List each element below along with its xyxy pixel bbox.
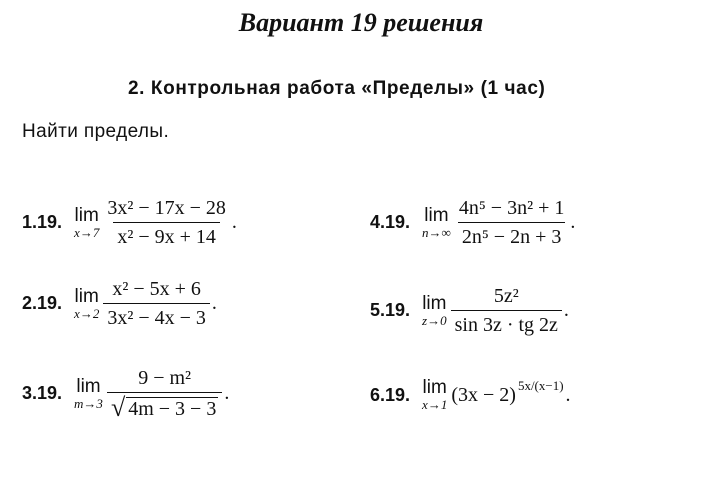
fraction [107,366,222,421]
limit-operator [422,378,447,412]
limit-operator [422,206,451,240]
denominator [107,392,222,421]
problem-5-19 [370,284,569,337]
lim-word: lim [422,377,447,398]
page-title: Вариант 19 решения [238,8,484,37]
limit-operator [74,377,103,411]
fraction [103,196,230,249]
problem-4-19 [370,196,575,249]
period: . [563,299,569,321]
denominator: sin 3z · tg 2z [451,310,562,337]
limit-operator [422,294,447,328]
radicand: 4m − 3 − 3 [128,398,217,420]
lim-subscript: x→7 [74,224,100,240]
lim-word: lim [76,375,101,397]
limit-operator [74,206,99,240]
numerator: 3x² − 17x − 28 [107,197,226,219]
period: . [565,383,571,406]
instruction-text: Найти пределы. [22,121,170,142]
problem-number: 5.19. [370,300,411,320]
radical-sign: √ [110,393,126,422]
lim-subscript: n→∞ [422,224,451,240]
problem-1-19 [22,196,237,249]
problem-number: 4.19. [370,212,411,232]
lim-subscript: x→2 [74,305,100,321]
denominator: 3x² − 4x − 3 [103,303,210,330]
problem-number: 6.19. [370,384,411,405]
lim-word: lim [422,292,447,314]
denominator: x² − 9x + 14 [113,222,220,249]
base-expression: (3x − 2) [451,383,516,406]
numerator: 5z² [493,285,519,307]
denominator: 2n⁵ − 2n + 3 [458,222,566,249]
lim-word: lim [74,285,99,307]
numerator: x² − 5x + 6 [112,278,201,300]
numerator: 9 − m² [138,367,192,389]
problem-number: 2.19. [22,293,63,313]
section-heading: 2. Контрольная работа «Пределы» (1 час) [128,78,546,99]
problem-number: 1.19. [22,212,63,232]
numerator: 4n⁵ − 3n² + 1 [458,197,565,219]
fraction [451,284,562,337]
problem-6-19 [370,378,571,412]
period: . [224,382,230,404]
fraction [103,277,210,330]
lim-subscript: x→1 [422,397,448,412]
lim-word: lim [74,204,99,226]
limit-operator [74,287,99,321]
exponent: 5x/(x−1) [517,378,564,393]
period: . [211,292,217,314]
lim-word: lim [424,204,449,226]
problem-number: 3.19. [22,383,63,403]
lim-subscript: m→3 [74,395,103,411]
period: . [570,211,576,233]
problem-3-19 [22,366,229,421]
fraction [455,196,569,249]
problem-2-19 [22,277,217,330]
period: . [231,211,237,233]
lim-subscript: z→0 [422,312,447,328]
